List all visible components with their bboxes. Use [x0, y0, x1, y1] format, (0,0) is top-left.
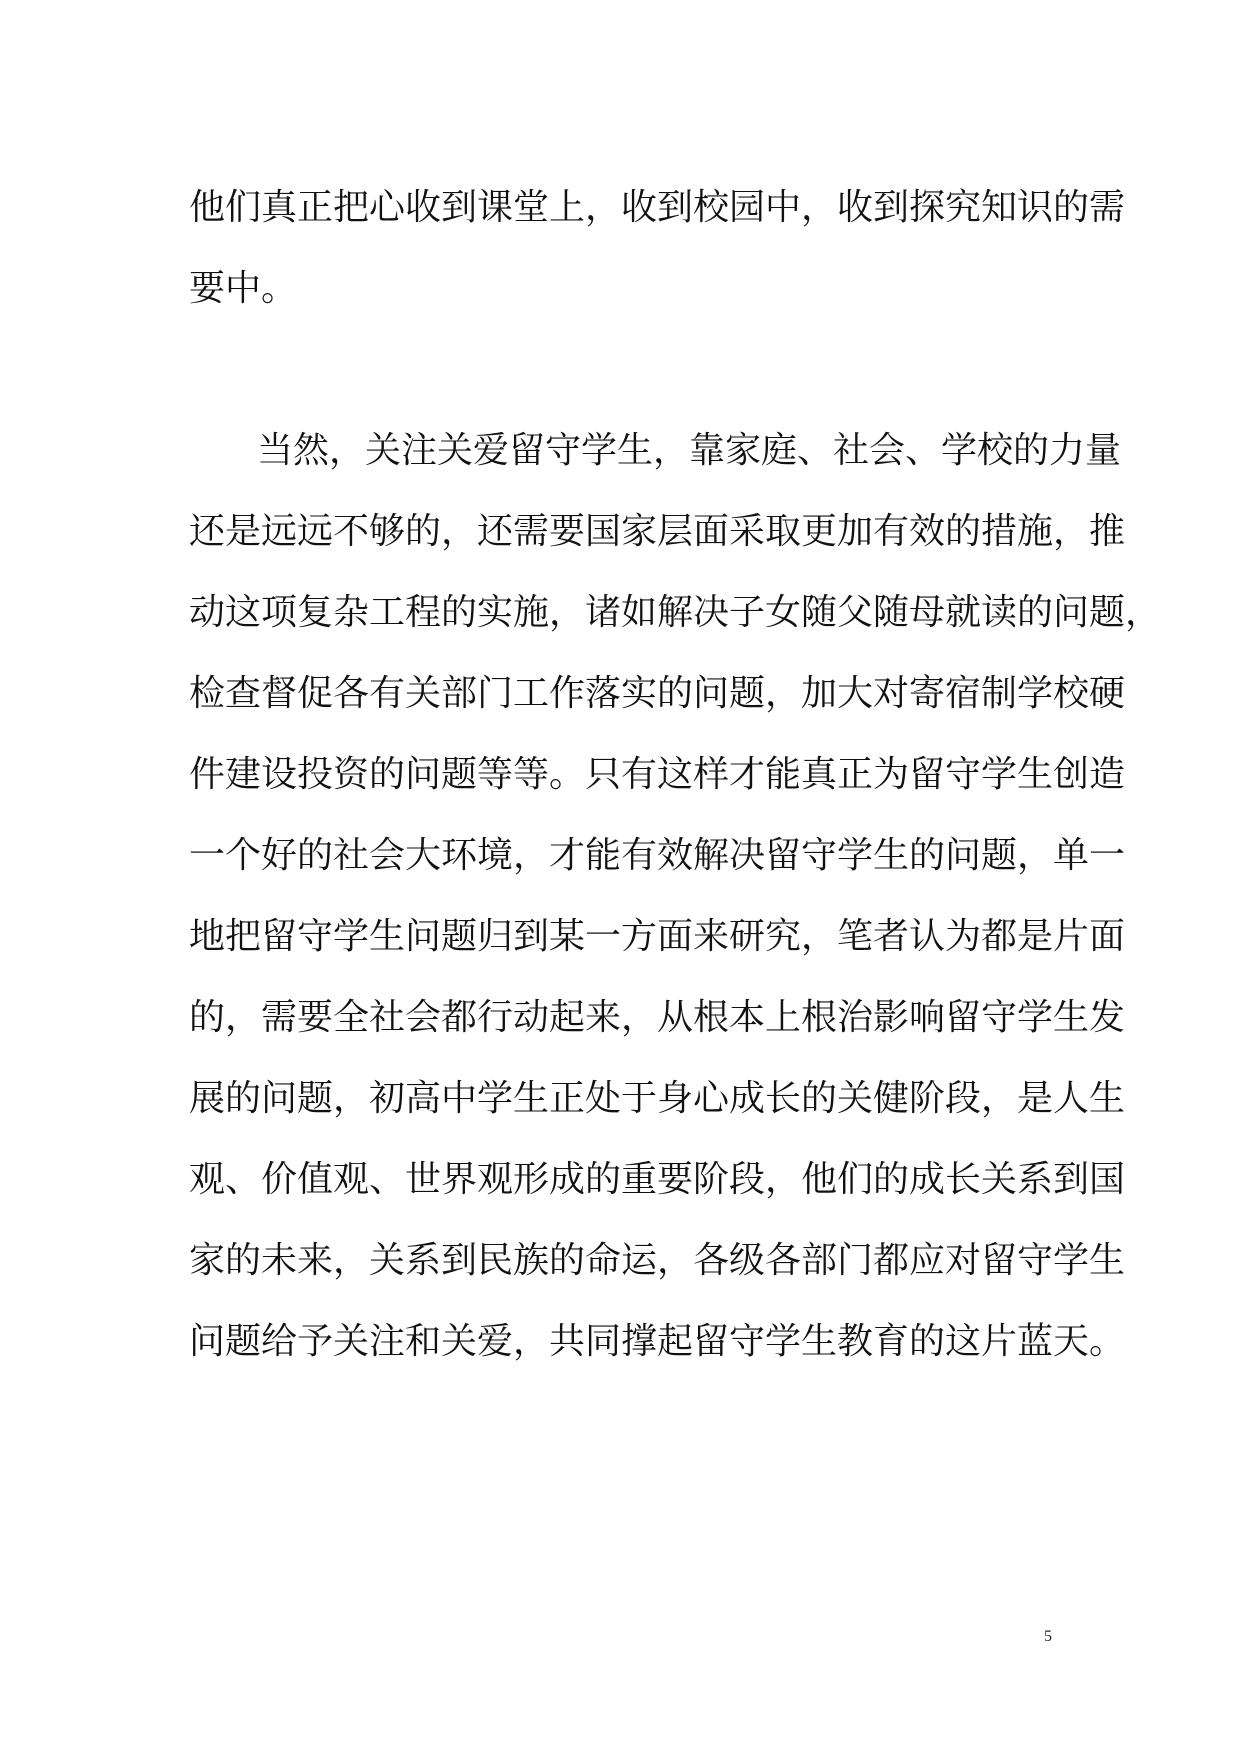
paragraph-continued [189, 167, 1126, 329]
text-line: 一个好的社会大环境，才能有效解决留守学生的问题，单一 [189, 835, 1126, 876]
page-number: 5 [1044, 1628, 1052, 1645]
text-line: 展的问题，初高中学生正处于身心成长的关健阶段，是人生 [189, 1078, 1126, 1119]
text-line: 件建设投资的问题等等。只有这样才能真正为留守学生创造 [189, 754, 1126, 795]
paragraph [189, 410, 1162, 1382]
text-line: 地把留守学生问题归到某一方面来研究，笔者认为都是片面 [189, 916, 1126, 957]
text-line: 的，需要全社会都行动起来，从根本上根治影响留守学生发 [189, 997, 1126, 1038]
body-text [189, 167, 1162, 1382]
text-line: 他们真正把心收到课堂上，收到校园中，收到探究知识的需 [189, 187, 1126, 228]
text-line: 检查督促各有关部门工作落实的问题，加大对寄宿制学校硬 [189, 673, 1126, 714]
text-line: 家的未来，关系到民族的命运，各级各部门都应对留守学生 [189, 1240, 1126, 1281]
text-line: 观、价值观、世界观形成的重要阶段，他们的成长关系到国 [189, 1159, 1126, 1200]
paragraph-gap [189, 329, 1059, 410]
text-line: 当然，关注关爱留守学生，靠家庭、社会、学校的力量 [257, 430, 1122, 471]
text-line: 还是远远不够的，还需要国家层面采取更加有效的措施，推 [189, 511, 1126, 552]
text-line: 要中。 [189, 268, 298, 309]
text-line: 动这项复杂工程的实施，诸如解决子女随父随母就读的问题， [189, 592, 1162, 633]
text-line: 问题给予关注和关爱，共同撑起留守学生教育的这片蓝天。 [189, 1321, 1126, 1362]
